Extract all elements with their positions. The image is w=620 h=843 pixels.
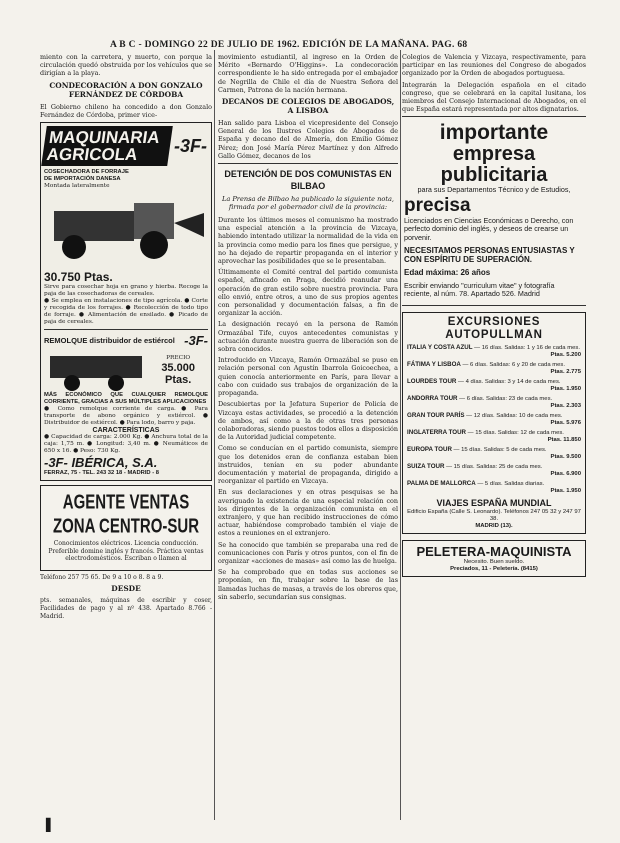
article-text: Colegios de Valencia y Vizcaya, respectivamente, para participar en las reuniones del Congreso de abogados organizado por la Orden de abogados portuguesa. xyxy=(402,53,586,78)
peletera-text: Necesito. Buen sueldo. xyxy=(463,559,525,566)
excursion-price: Ptas. 6.900 xyxy=(550,471,581,478)
excursion-name: ITALIA Y COSTA AZUL xyxy=(407,344,473,352)
column-rule xyxy=(400,50,401,820)
ad-bullets: ● Capacidad de carga: 2.000 Kg. ● Anchura total de la caja: 1,75 m. ● Longitud: 3,40 m. ● Neumáticos de 650 x 16. ● Peso: 730 Kg. xyxy=(44,434,208,455)
brand-mark: -3F- xyxy=(174,135,207,156)
desde-label: DESDE xyxy=(111,584,141,594)
ad-line: DE IMPORTACIÓN DANESA xyxy=(44,176,121,183)
excursion-item: ANDORRA TOUR — 6 días. Salidas: 23 de cada mes. Ptas. 2.303 xyxy=(407,395,581,410)
excursion-price: Ptas. 1.950 xyxy=(550,386,581,393)
viajes-city: MADRID (13). xyxy=(475,523,513,530)
price: 30.750 Ptas. xyxy=(44,270,113,285)
imp-edad: Edad máxima: 26 años xyxy=(404,268,491,278)
peletera-advert xyxy=(402,540,586,577)
subheadline: La Prensa de Bilbao ha publicado la siguiente nota, firmada por el gobernador civil de la provincia: xyxy=(221,195,395,212)
ad-bullets: ● Se emplea en instalaciones de tipo agrícola. ● Corte y recogida de los forrajes. ● Recolección de todo tipo de forraje. ● Alimentación de ensilado. ● Picado de paja de cereales. xyxy=(44,298,208,326)
excursion-detail: 16 días. Salidas: 1 y 16 de cada mes. xyxy=(481,345,580,352)
article-text: La designación recayó en la persona de Ramón Ormazábal Tife, cuyos antecedentes comunistas y actuación durante nuestra guerra de liberación son de sobra conocidos. xyxy=(218,320,398,354)
maquinaria-title: MAQUINARIA AGRICOLA xyxy=(41,126,173,166)
brand-mark: -3F- xyxy=(184,333,208,349)
excursion-name: LOURDES TOUR xyxy=(407,378,457,386)
excursion-detail: 4 días. Salidas: 3 y 14 de cada mes. xyxy=(465,379,561,386)
excursion-detail: 5 días. Salidas diarias. xyxy=(484,481,545,488)
agente-zone: ZONA CENTRO-SUR xyxy=(52,514,200,538)
excursion-detail: 15 días. Salidas: 5 de cada mes. xyxy=(461,447,547,454)
excursion-name: FÁTIMA Y LISBOA xyxy=(407,361,461,369)
excursion-name: SUIZA TOUR xyxy=(407,463,445,471)
caracteristicas-title: CARACTERÍSTICAS xyxy=(92,427,160,435)
excursion-price: Ptas. 2.775 xyxy=(550,369,581,376)
excursiones-title: EXCURSIONES AUTOPULLMAN xyxy=(445,316,543,342)
viajes-title: VIAJES ESPAÑA MUNDIAL xyxy=(436,498,552,509)
imp-line4: para sus Departamentos Técnico y de Estudios, xyxy=(417,185,571,195)
ad-line: COSECHADORA DE FORRAJE xyxy=(44,169,129,176)
iberica-address: FERRAZ, 75 - TEL. 243 32 18 - MADRID - 8 xyxy=(44,470,159,477)
column-right xyxy=(402,53,586,577)
ad-desc: MÁS ECONÓMICO QUE CUALQUIER REMOLQUE CORRIENTE, GRACIAS A SUS MÚLTIPLES APLICACIONES xyxy=(44,392,208,406)
excursion-item: PALMA DE MALLORCA — 5 días. Salidas diarias. Ptas. 1.950 xyxy=(407,480,581,495)
ad-bullets: ● Como remolque corriente de carga. ● Para transporte de abono orgánico y estiércol. ● Distribuidor de estiércol. ● Para lodo, barro y paja. xyxy=(44,406,208,427)
excursiones-list xyxy=(407,344,581,495)
headline-decanos: DECANOS DE COLEGIOS DE ABOGADOS, A LISBOA xyxy=(221,97,395,116)
imp-precisa: precisa xyxy=(404,194,471,216)
article-text: Como se conducían en el partido comunista, siempre que los detenidos eran de confianza estaban bien instruidos, tenían en su poder abundante documentación y material de propaganda, dirigido a reorganizar el partido en Vizcaya. xyxy=(218,444,398,486)
article-text: Descubiertas por la Jefatura Superior de Policía de Vizcaya estas actividades, se procedió a la detención de ambos, así como a la de otras tres personas colaboradoras, siendo puestos todos ellos a disposición de la Autoridad judicial competente. xyxy=(218,400,398,442)
imp-line1: importante xyxy=(439,121,549,145)
page-header: A B C - DOMINGO 22 DE JULIO DE 1962. EDICIÓN DE LA MAÑANA. PAG. 68 xyxy=(110,40,468,50)
article-text: Últimamente el Comité central del partido comunista español, afincado en Praga, decidió reanudar una operación de gran estilo sobre nuestra provincia. Para ello envió, entre otros, a uno de sus propios agentes con personalidad y documentación falsas, a fin de organizar la acción. xyxy=(218,268,398,318)
excursion-item: FÁTIMA Y LISBOA — 6 días. Salidas: 6 y 20 de cada mes. Ptas. 2.775 xyxy=(407,361,581,376)
excursion-item: INGLATERRA TOUR — 15 días. Salidas: 12 de cada mes. Ptas. 11.850 xyxy=(407,429,581,444)
empresa-publicitaria-advert xyxy=(402,120,586,302)
footer-mark: ▌ xyxy=(46,818,56,832)
remolque-title: REMOLQUE distribuidor de estiércol xyxy=(44,336,175,346)
excursion-price: Ptas. 2.303 xyxy=(550,403,581,410)
ad-line: Montada lateralmente xyxy=(44,183,110,190)
excursion-detail: 6 días. Salidas: 6 y 20 de cada mes. xyxy=(470,362,565,369)
excursion-price: Ptas. 5.976 xyxy=(550,420,581,427)
excursion-name: INGLATERRA TOUR xyxy=(407,429,467,437)
excursion-name: PALMA DE MALLORCA xyxy=(407,480,476,488)
article-text: Se ha conocido que también se preparaba una red de comunicaciones con París y otros puntos, con el fin de organizar «acciones de masas» así como las de huelga. xyxy=(218,540,398,565)
excursion-name: GRAN TOUR PARÍS xyxy=(407,412,465,420)
excursion-item: ITALIA Y COSTA AZUL — 16 días. Salidas: 1 y 16 de cada mes. Ptas. 5.200 xyxy=(407,344,581,359)
excursion-name: ANDORRA TOUR xyxy=(407,395,458,403)
price: 35.000 Ptas. xyxy=(161,361,195,386)
excursion-item: LOURDES TOUR — 4 días. Salidas: 3 y 14 de cada mes. Ptas. 1.950 xyxy=(407,378,581,393)
article-text: Han salido para Lisboa el vicepresidente del Consejo General de los Ilustres Colegios de Abogados de España y decano del de Almería, don Emilio Gómez Pérez; don José María Pérez Martínez y don Alfredo Gallo Gómez, decanos de los xyxy=(218,119,398,160)
article-text: En sus declaraciones y en otras pesquisas se ha averiguado la existencia de una especial relación con los dirigentes de la organización comunista en el extranjero, y que han recibido instrucciones de cómo actuar, habiéndose comprobado también el viaje de estos a reuniones en el extranjero. xyxy=(218,488,398,538)
excursion-price: Ptas. 9.500 xyxy=(550,454,581,461)
trailer-illustration xyxy=(44,348,148,392)
peletera-title: PELETERA-MAQUINISTA xyxy=(416,544,572,560)
agente-text: Conocimientos eléctricos. Licencia conducción. Preferible domine inglés y francés. Práctica ventas electrodomésticos. Escriban o llamen al xyxy=(48,540,204,563)
excursion-price: Ptas. 5.200 xyxy=(550,352,581,359)
excursion-detail: 6 días. Salidas: 23 de cada mes. xyxy=(466,396,553,403)
excursion-item: SUIZA TOUR — 15 días. Salidas: 25 de cada mes. Ptas. 6.900 xyxy=(407,463,581,478)
excursion-price: Ptas. 11.850 xyxy=(547,437,581,444)
imp-line2: empresa xyxy=(452,143,536,166)
imp-line9: Escribir enviando "curriculum vitae" y fotografía reciente, al núm. 78. Apartado 526. Madrid xyxy=(404,280,555,299)
excursion-name: EUROPA TOUR xyxy=(407,446,452,454)
excursion-price: Ptas. 1.950 xyxy=(550,488,581,495)
excursiones-advert xyxy=(402,312,586,534)
excursion-detail: 12 días. Salidas: 10 de cada mes. xyxy=(473,413,563,420)
article-text: Se ha comprobado que en todas sus acciones se proponían, en fin, trabajar sobre la base de las llamadas luchas de masas, a través de los obreros que, sin saberlo, secundarían sus consignas. xyxy=(218,568,398,601)
agente-phone: Teléfono 257 75 65. De 9 a 10 o 8. 8 a 9. xyxy=(40,573,164,581)
peletera-address: Preciados, 11 - Peletería. (8415) xyxy=(450,566,538,573)
column-middle xyxy=(218,53,398,604)
imp-line6: Licenciados en Ciencias Económicas o Derecho, con perfecto dominio del inglés, y deseos de crearse un porvenir. xyxy=(404,215,574,242)
ad-desc: Sirve para cosechar hoja en grano y hierba. Recoge la paja de las cosechadoras de cereales. xyxy=(44,284,208,298)
excursion-item: GRAN TOUR PARÍS — 12 días. Salidas: 10 de cada mes. Ptas. 5.976 xyxy=(407,412,581,427)
headline-detencion: DETENCIÓN DE DOS COMUNISTAS EN BILBAO xyxy=(224,169,392,192)
viajes-address: Edificio España (Calle S. Leonardo). Teléfonos 247 05 32 y 247 97 38. xyxy=(407,509,581,523)
imp-line7: NECESITAMOS PERSONAS ENTUSIASTAS Y CON ESPÍRITU DE SUPERACIÓN. xyxy=(404,246,575,265)
agente-title: AGENTE VENTAS xyxy=(62,490,190,514)
imp-line3: publicitaria xyxy=(440,164,548,187)
agente-ventas-advert xyxy=(40,485,212,571)
excursion-detail: 15 días. Salidas: 12 de cada mes. xyxy=(475,430,564,437)
excursion-item: EUROPA TOUR — 15 días. Salidas: 5 de cada mes. Ptas. 9.500 xyxy=(407,446,581,461)
headline-condecoracion: CONDECORACIÓN A DON GONZALO FERNÁNDEZ DE CÓRDOBA xyxy=(49,80,203,99)
offer-text: pts. semanales, máquinas de escribir y coser, Facilidades de pago y al nº 438. Apartado 8.766 - Madrid. xyxy=(40,597,212,620)
article-text: movimiento estudiantil, al ingreso en la Orden de Mérito «Bernardo O'Higgins». La condecoración correspondiente le ha sido entregada por el embajador de Negrilla de Chile el día de Nuestra Señora del Carmen, Patrona de la nación hermana. xyxy=(218,53,398,94)
article-text: Introducido en Vizcaya, Ramón Ormazábal se puso en relación personal con Agustín Ibarrola Goicoechea, a quien conocía anteriormente en París, para llevar a cabo con cuidado sus trabajos de organización de la propaganda. xyxy=(218,356,398,398)
article-text: Durante los últimos meses el comunismo ha mostrado una especial atención a la provincia de Vizcaya, habiendo intentado utilizar la normalidad de la vida en la provincia como medio para los fines que persigue, y no ha dejado de repartir propaganda en el interior y aprovechar las posibilidades que se le presentaban. xyxy=(218,216,398,266)
excursion-detail: 15 días. Salidas: 25 de cada mes. xyxy=(453,464,543,471)
maquinaria-advert xyxy=(40,122,212,481)
article-text: El Gobierno chileno ha concedido a don Gonzalo Fernández de Córdoba, primer vice- xyxy=(40,102,212,119)
column-left xyxy=(40,53,212,623)
column-rule xyxy=(214,50,215,820)
article-text: Integrarán la Delegación española en el citado congreso, que se celebrará en la capital lusitana, los miembros del Consejo Internacional de Abogados, en el que España estará representada por altos dignatarios. xyxy=(402,80,586,114)
price-label: PRECIO xyxy=(166,354,191,361)
iberica-logo: -3F- IBÉRICA, S.A. xyxy=(44,455,158,471)
article-text: miento con la carretera, y muerto, con porque la circulación quedó obstruida por los vehículos que se dirigían a la playa. xyxy=(40,53,212,78)
harvester-illustration xyxy=(44,193,208,263)
